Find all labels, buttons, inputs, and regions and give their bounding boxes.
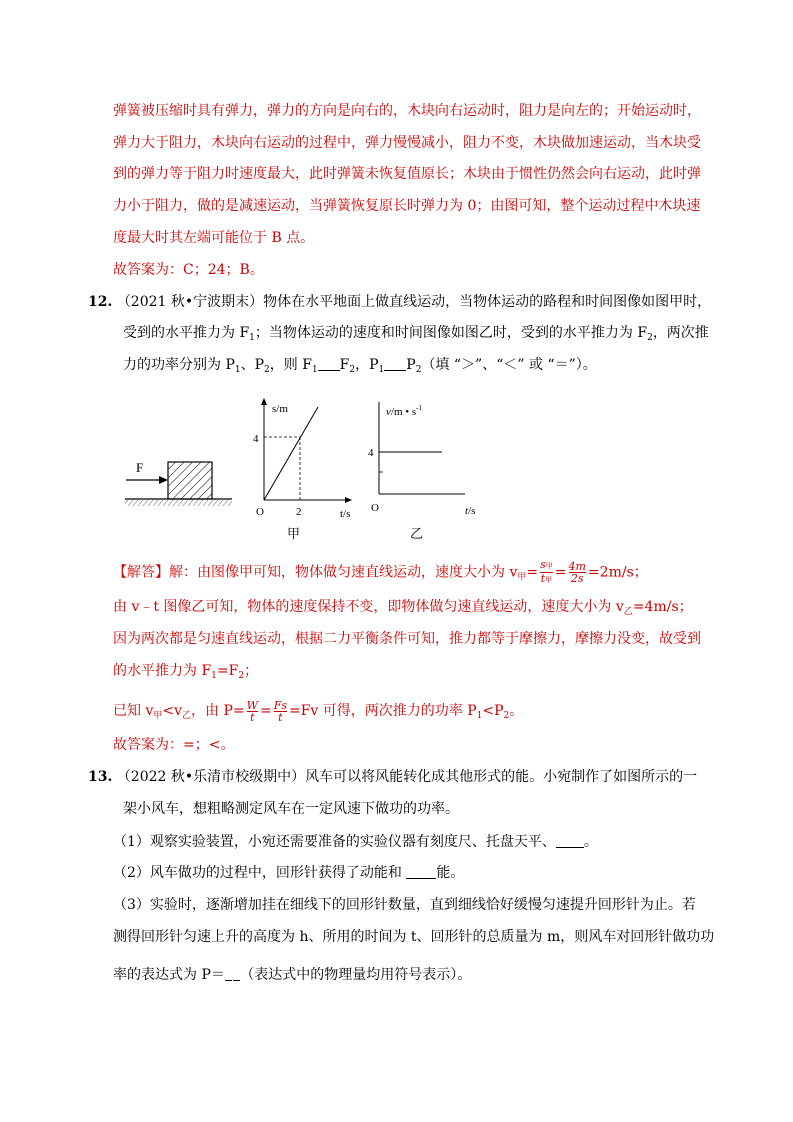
chart-yi [368, 402, 475, 542]
chart-jia [253, 398, 352, 542]
question-text-line: 受到的水平推力为 $F_1$；当物体运动的速度和时间图像如图乙时，受到的水平推力为 $F_2$，两次推 [123, 325, 709, 343]
question-text: 风车可以将风能转化成其他形式的能。小宛制作了如图所示的一 [305, 769, 698, 785]
question-text-line: 率的表达式为 P＝ （表达式中的物理量均用符号表示）。 [113, 967, 472, 983]
question-number: 13. [88, 769, 113, 785]
chart-caption: 甲 [287, 527, 301, 542]
solution-line: 因为两次都是匀速直线运动，根据二力平衡条件可知，推力都等于摩擦力，摩擦力没变，故受到 [113, 631, 701, 647]
question-text: 物体在水平地面上做直线运动，当物体运动的路程和时间图像如图甲时， [263, 294, 712, 310]
y-axis-arrow [261, 398, 267, 405]
solution-line: 的水平推力为 $F_1=F_2$； [113, 663, 259, 681]
x-axis-arrow [345, 497, 352, 503]
x-axis-label: t/s [340, 508, 351, 520]
question-12-figure [120, 390, 480, 545]
fraction: $\frac{\text{s甲}}{\text{t甲}}$ [540, 558, 553, 585]
y-tick-label: 4 [368, 447, 374, 459]
s-t-line [264, 407, 318, 500]
fraction: $\frac{Fs}{t}$ [273, 698, 287, 724]
fraction: $\frac{W}{t}$ [246, 698, 258, 724]
question-source: （2021 秋•宁波期末） [116, 294, 264, 310]
answer-blank [318, 356, 340, 371]
solution-line: 弹力大于阻力，木块向右运动的过程中，弹力慢慢减小，阻力不变，木块做加速运动，当木块受 [113, 135, 701, 151]
x-tick-label: 2 [296, 506, 302, 518]
solution-line: 度最大时其左端可能位于 B 点。 [113, 230, 315, 246]
sub-question-1: （1）观察实验装置，小宛还需要准备的实验仪器有刻度尺、托盘天平、 。 [113, 834, 598, 850]
question-text-line: 力的功率分别为 $P_1$、$P_2$，则 $F_1$ $F_2$，$P_1$ $P_2$（填 “＞”、“＜” 或 “＝”）。 [123, 357, 597, 375]
answer-blank [556, 833, 584, 848]
answer-blank [406, 864, 436, 879]
question-text-line: 测得回形针匀速上升的高度为 h、所用的时间为 t、回形针的总质量为 m，则风车对回形针做功功 [113, 929, 715, 945]
question-12 [88, 292, 711, 312]
solution-line: 力小于阻力，做的是减速运动，当弹簧恢复原长时弹力为 0；由图可知，整个运动过程中木块速 [113, 198, 701, 214]
ground-hatch [125, 500, 232, 506]
sub-question-3: （3）实验时，逐渐增加挂在细线下的回形针数量，直到细线恰好缓慢匀速提升回形针为止。若 [113, 897, 696, 913]
answer-line: 故答案为：=；<。 [113, 737, 235, 753]
solution-line: 到的弹力等于阻力时速度最大，此时弹簧未恢复值原长；木块由于惯性仍然会向右运动，此时弹 [113, 166, 701, 182]
force-label: F [136, 460, 144, 475]
block-diagram [125, 460, 232, 506]
question-source: （2022 秋•乐清市校级期中） [116, 769, 306, 785]
fraction: $\frac{4m}{2s}$ [568, 560, 586, 585]
x-axis-label: t/s [465, 505, 476, 517]
question-text-line: 架小风车，想粗略测定风车在一定风速下做功的功率。 [123, 801, 459, 817]
force-arrowhead [159, 476, 168, 484]
chart-caption: 乙 [410, 527, 424, 542]
answer-blank [384, 356, 406, 371]
solution-line: 由 v﹣t 图像乙可知，物体的速度保持不变，即物体做匀速直线运动，速度大小为 $v_乙=4m/s$； [113, 599, 693, 617]
answer-blank [225, 966, 232, 981]
hatched-block [168, 462, 212, 499]
solution-line: 已知 $v_甲<v_乙$，由 P= $\frac{W}{t}$ = $\frac{Fs}{t}$ =Fv 可得，两次推力的功率 $P_1<P_2$。 [113, 698, 524, 724]
origin-label: O [371, 502, 379, 514]
question-13 [88, 767, 697, 787]
solution-line: 【解答】解：由图像甲可知，物体做匀速直线运动，速度大小为 $v_甲=$ $\frac{\text{s甲}}{\text{t甲}}$ = $\frac{4m}{2s}$ =2m/s； [113, 558, 648, 585]
sub-question-2: （2）风车做功的过程中，回形针获得了动能和 能。 [113, 865, 465, 881]
y-axis-label: s/m [272, 403, 288, 415]
y-axis-label: v/m • $s^{-1}$ [386, 404, 422, 418]
origin-label: O [256, 506, 264, 518]
solution-line: 弹簧被压缩时具有弹力，弹力的方向是向右的，木块向右运动时，阻力是向左的；开始运动时， [113, 103, 701, 119]
answer-line: 故答案为：C；24；B。 [113, 262, 264, 278]
question-number: 12. [88, 294, 113, 310]
y-tick-label: 4 [253, 433, 259, 445]
